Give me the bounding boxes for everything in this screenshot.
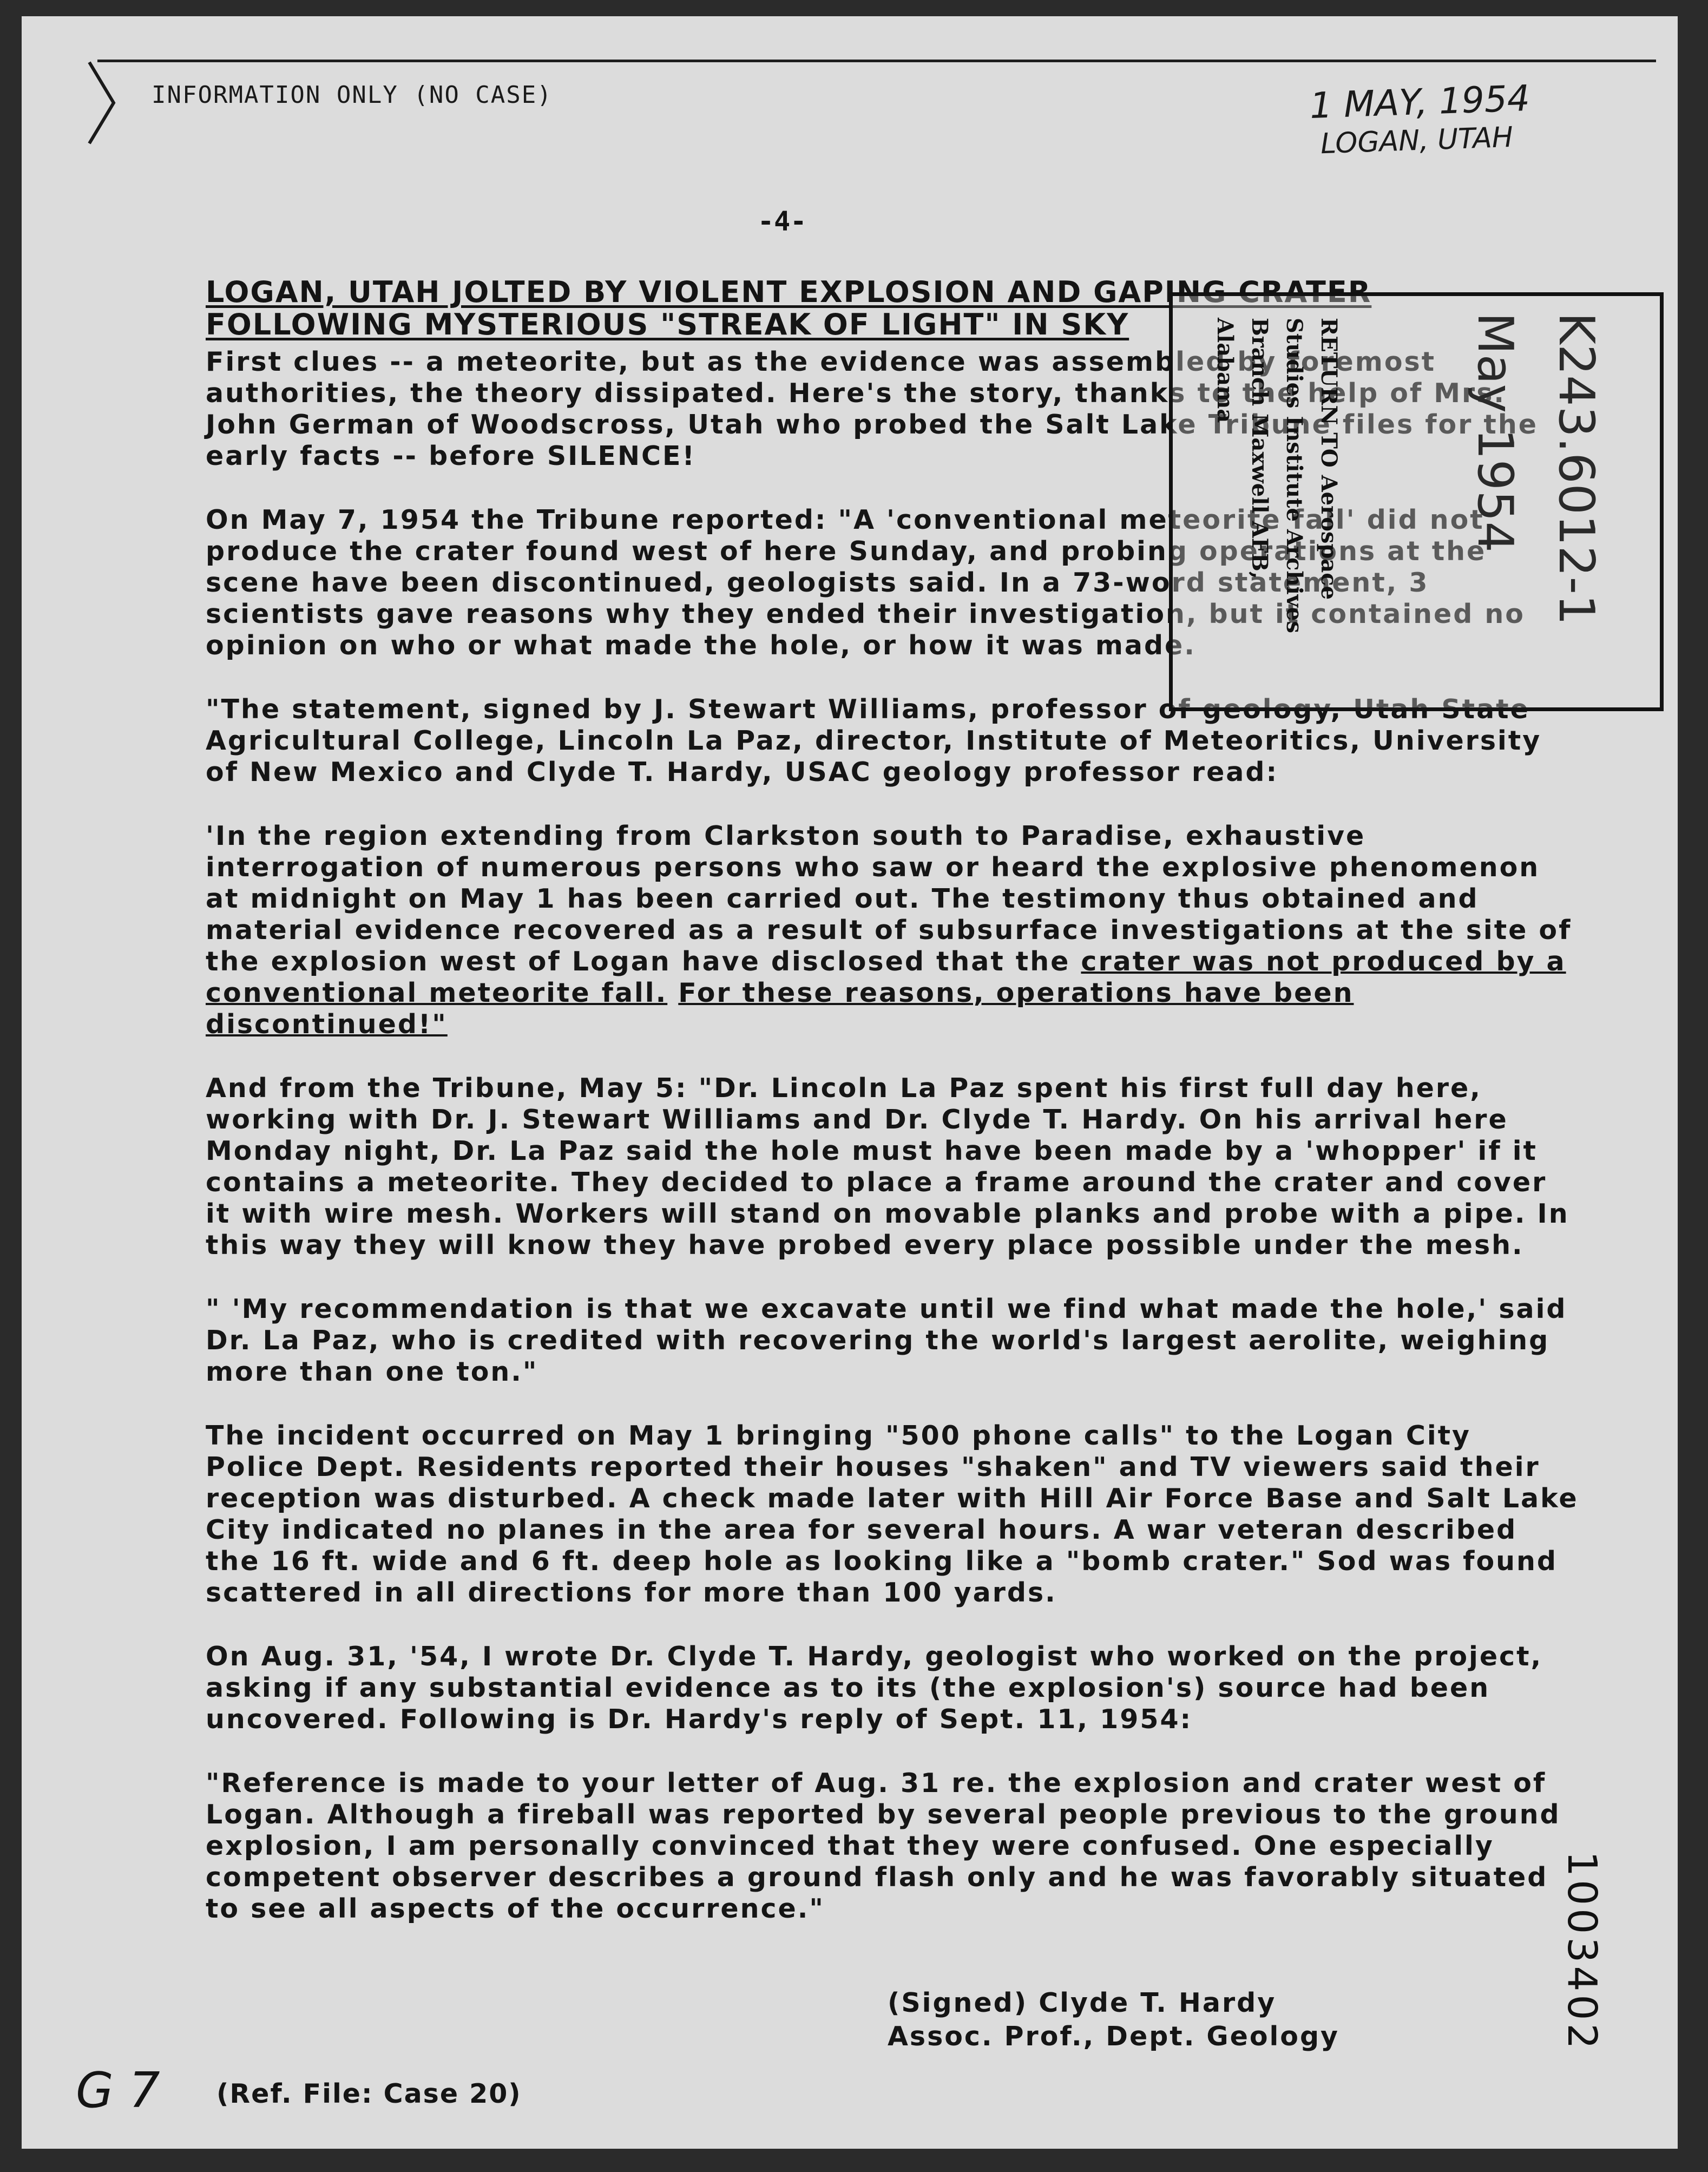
paragraph-statement: "The statement, signed by J. Stewart Williams, professor of geology, Utah State Agricultural College, Lincoln La Paz, director, Institute of Meteoritics, University of New Mexico and Clyde T. Hardy, USAC geology professor read: (206, 694, 1542, 788)
side-document-number: 1003402 (1559, 1851, 1605, 2052)
paragraph-intro: First clues -- a meteorite, but as the evidence was assembled by foremost authorities, the theory dissipated. Here's the story, thanks to the help of Mrs. John German of Woodscross, Utah who probed the Salt Lake Tribune files for the early facts -- before SILENCE! (206, 346, 1538, 471)
quote-underlined-1: crater was not produced by a conventional meteorite fall. (206, 946, 1566, 1008)
headline-line-2: FOLLOWING MYSTERIOUS "STREAK OF LIGHT" IN SKY (206, 307, 1129, 342)
paragraph-tribune-may5: And from the Tribune, May 5: "Dr. Lincoln La Paz spent his first full day here, working with Dr. J. Stewart Williams and Dr. Clyde T. Hardy. On his arrival here Monday night, Dr. La Paz said the hole must have been made by a 'whopper' if it contains a meteorite. They decided to place a frame around the crater and cover it with wire mesh. Workers will stand on movable planks and probe with a pipe. In this way they will know they have probed every place possible under the mesh. (206, 1073, 1569, 1261)
paragraph-tribune-may7: On May 7, 1954 the Tribune reported: "A 'conventional meteorite fall' did not produce the crater found west of here Sunday, and probing operations at the scene have been discontinued, geologists said. In a 73-word statement, 3 scientists gave reasons why they ended their investigation, but it contained no opinion on who or what made the hole, or how it was made. (206, 504, 1525, 661)
document-page (22, 16, 1678, 2149)
quote-gap (667, 977, 678, 1008)
signature-line-1: (Signed) Clyde T. Hardy (888, 1987, 1277, 2018)
headline-line-1: LOGAN, UTAH JOLTED BY VIOLENT EXPLOSION AND GAPING CRATER (206, 275, 1372, 309)
stamp-handwritten: K243.6012-1 May 1954 (1467, 312, 1605, 626)
paragraph-letter: On Aug. 31, '54, I wrote Dr. Clyde T. Hardy, geologist who worked on the project, asking if any substantial evidence as to its (the explosion's) source had been uncovered. Following is Dr. Hardy's reply of Sept. 11, 1954: (206, 1641, 1543, 1735)
paragraph-quote (206, 821, 1580, 1040)
ref-file: (Ref. File: Case 20) (216, 2078, 522, 2109)
page-number: -4- (758, 206, 807, 237)
header-tag: INFORMATION ONLY (NO CASE) (152, 81, 553, 109)
stamp-text: RETURN TO Aerospace Studies Institute Archives Branch Maxwell AFB, Alabama (1212, 318, 1342, 633)
archive-stamp (1169, 292, 1664, 711)
handwritten-place: LOGAN, UTAH (1320, 121, 1514, 161)
handwritten-date: 1 MAY, 1954 (1309, 77, 1531, 127)
quote-text: 'In the region extending from Clarkston south to Paradise, exhaustive interrogation of numerous persons who saw or heard the explosive phenomenon at midnight on May 1 has been carried out. The testimony thus obtained and material evidence recovered as a result of subsurface investigations at the site of the explosion west of Logan have disclosed that the (206, 821, 1572, 977)
top-border-line (97, 60, 1656, 62)
signature-line-2: Assoc. Prof., Dept. Geology (888, 2021, 1339, 2052)
paragraph-incident: The incident occurred on May 1 bringing "500 phone calls" to the Logan City Police Dept. Residents reported their houses "shaken" and TV viewers said their reception was disturbed. A check made later with Hill Air Force Base and Salt Lake City indicated no planes in the area for several hours. A war veteran described the 16 ft. wide and 6 ft. deep hole as looking like a "bomb crater." Sod was found scattered in all directions for more than 100 yards. (206, 1420, 1579, 1608)
quote-underlined-2: For these reasons, operations have been discontinued!" (206, 977, 1354, 1040)
paragraph-reply: "Reference is made to your letter of Aug. 31 re. the explosion and crater west of Logan. Although a fireball was reported by several people previous to the ground explosion, I am personally convinced that they were confused. One especially competent observer describes a ground flash only and he was favorably situated to see all aspects of the occurrence." (206, 1768, 1561, 1924)
signature-block (888, 1986, 1339, 2053)
handwritten-mark: G 7 (76, 2062, 160, 2119)
paragraph-recommendation: " 'My recommendation is that we excavate until we find what made the hole,' said Dr. La Paz, who is credited with recovering the world's largest aerolite, weighing more than one ton." (206, 1294, 1567, 1387)
bracket-mark (87, 60, 119, 146)
